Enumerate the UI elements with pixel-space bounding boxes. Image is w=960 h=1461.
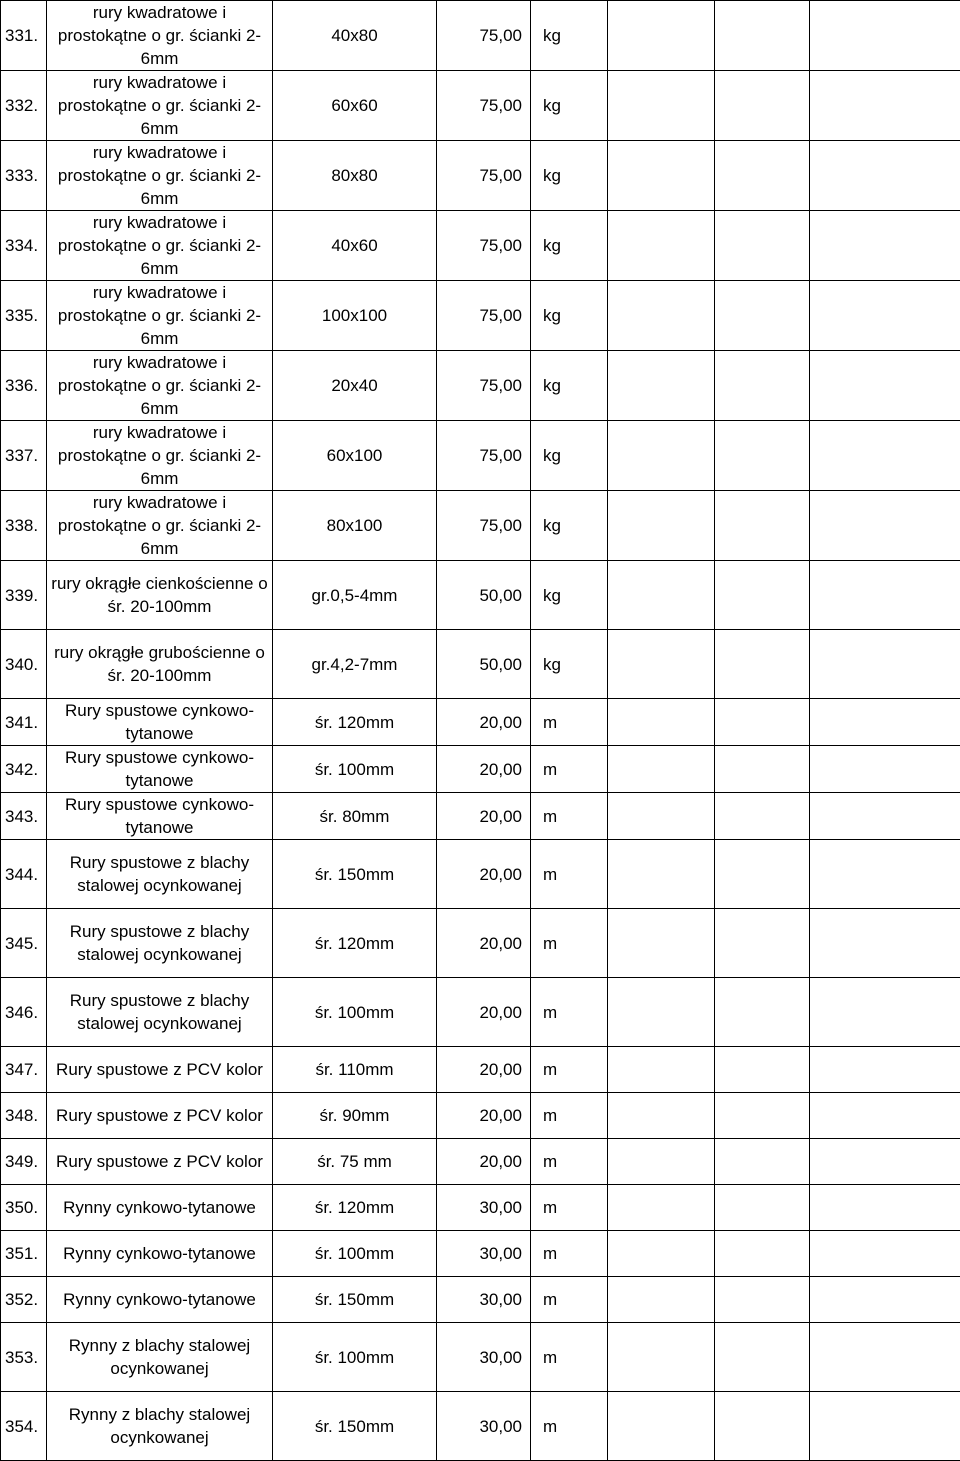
row-number: 345. xyxy=(1,909,47,978)
item-unit: m xyxy=(531,793,608,840)
table-row xyxy=(1,561,960,630)
item-dimension: śr. 150mm xyxy=(273,1392,437,1461)
row-number: 335. xyxy=(1,281,47,351)
item-name: Rury spustowe z PCV kolor xyxy=(47,1093,273,1139)
row-number: 343. xyxy=(1,793,47,840)
empty-cell xyxy=(715,746,810,793)
table-row xyxy=(1,793,960,840)
table-row xyxy=(1,1392,960,1461)
table-row xyxy=(1,1231,960,1277)
empty-cell xyxy=(810,211,960,281)
table-row xyxy=(1,351,960,421)
table-row xyxy=(1,491,960,561)
empty-cell xyxy=(810,1047,960,1093)
empty-cell xyxy=(715,1093,810,1139)
table-row xyxy=(1,840,960,909)
empty-cell xyxy=(715,978,810,1047)
empty-cell xyxy=(715,1185,810,1231)
empty-cell xyxy=(810,421,960,491)
item-dimension: śr. 75 mm xyxy=(273,1139,437,1185)
item-unit: kg xyxy=(531,421,608,491)
empty-cell xyxy=(608,1139,715,1185)
item-name: rury kwadratowe i prostokątne o gr. ścianki 2-6mm xyxy=(47,351,273,421)
row-number: 337. xyxy=(1,421,47,491)
item-unit: kg xyxy=(531,281,608,351)
empty-cell xyxy=(810,561,960,630)
item-unit: m xyxy=(531,699,608,746)
empty-cell xyxy=(608,211,715,281)
item-name: Rury spustowe z blachy stalowej ocynkowanej xyxy=(47,840,273,909)
item-dimension: gr.0,5-4mm xyxy=(273,561,437,630)
empty-cell xyxy=(715,281,810,351)
empty-cell xyxy=(810,1185,960,1231)
empty-cell xyxy=(810,141,960,211)
empty-cell xyxy=(810,1392,960,1461)
item-dimension: 20x40 xyxy=(273,351,437,421)
item-quantity: 75,00 xyxy=(437,351,531,421)
empty-cell xyxy=(810,630,960,699)
table-row xyxy=(1,699,960,746)
empty-cell xyxy=(715,1392,810,1461)
row-number: 349. xyxy=(1,1139,47,1185)
row-number: 333. xyxy=(1,141,47,211)
row-number: 354. xyxy=(1,1392,47,1461)
empty-cell xyxy=(608,746,715,793)
table-row xyxy=(1,421,960,491)
item-unit: kg xyxy=(531,561,608,630)
item-unit: kg xyxy=(531,211,608,281)
item-name: Rynny z blachy stalowej ocynkowanej xyxy=(47,1392,273,1461)
empty-cell xyxy=(810,840,960,909)
item-quantity: 30,00 xyxy=(437,1277,531,1323)
item-quantity: 20,00 xyxy=(437,1093,531,1139)
item-name: Rury spustowe cynkowo-tytanowe xyxy=(47,793,273,840)
item-dimension: śr. 150mm xyxy=(273,1277,437,1323)
empty-cell xyxy=(608,1185,715,1231)
empty-cell xyxy=(810,281,960,351)
row-number: 332. xyxy=(1,71,47,141)
empty-cell xyxy=(715,909,810,978)
item-quantity: 50,00 xyxy=(437,561,531,630)
empty-cell xyxy=(715,793,810,840)
table-row xyxy=(1,909,960,978)
item-unit: m xyxy=(531,1093,608,1139)
empty-cell xyxy=(715,351,810,421)
item-quantity: 20,00 xyxy=(437,909,531,978)
item-dimension: śr. 100mm xyxy=(273,1323,437,1392)
empty-cell xyxy=(715,699,810,746)
row-number: 339. xyxy=(1,561,47,630)
empty-cell xyxy=(715,141,810,211)
item-quantity: 75,00 xyxy=(437,141,531,211)
empty-cell xyxy=(608,1231,715,1277)
item-unit: kg xyxy=(531,1,608,71)
empty-cell xyxy=(810,71,960,141)
table-row xyxy=(1,1047,960,1093)
item-unit: m xyxy=(531,1323,608,1392)
item-quantity: 30,00 xyxy=(437,1231,531,1277)
item-unit: m xyxy=(531,1277,608,1323)
item-unit: m xyxy=(531,1231,608,1277)
empty-cell xyxy=(810,699,960,746)
empty-cell xyxy=(608,1392,715,1461)
table-body xyxy=(1,1,960,1461)
empty-cell xyxy=(715,630,810,699)
empty-cell xyxy=(810,351,960,421)
row-number: 334. xyxy=(1,211,47,281)
empty-cell xyxy=(810,1277,960,1323)
item-name: Rynny cynkowo-tytanowe xyxy=(47,1185,273,1231)
item-name: Rury spustowe cynkowo-tytanowe xyxy=(47,699,273,746)
row-number: 344. xyxy=(1,840,47,909)
item-quantity: 20,00 xyxy=(437,840,531,909)
item-name: rury kwadratowe i prostokątne o gr. ścianki 2-6mm xyxy=(47,141,273,211)
table-row xyxy=(1,1185,960,1231)
empty-cell xyxy=(810,491,960,561)
item-name: Rynny cynkowo-tytanowe xyxy=(47,1277,273,1323)
empty-cell xyxy=(715,71,810,141)
empty-cell xyxy=(608,840,715,909)
empty-cell xyxy=(608,978,715,1047)
row-number: 340. xyxy=(1,630,47,699)
table-row xyxy=(1,630,960,699)
item-dimension: 80x100 xyxy=(273,491,437,561)
row-number: 353. xyxy=(1,1323,47,1392)
table-row xyxy=(1,1139,960,1185)
item-unit: m xyxy=(531,840,608,909)
item-name: rury kwadratowe i prostokątne o gr. ścianki 2-6mm xyxy=(47,421,273,491)
table-row xyxy=(1,71,960,141)
empty-cell xyxy=(608,1323,715,1392)
item-quantity: 20,00 xyxy=(437,1139,531,1185)
empty-cell xyxy=(608,793,715,840)
item-quantity: 20,00 xyxy=(437,746,531,793)
empty-cell xyxy=(608,141,715,211)
empty-cell xyxy=(715,1231,810,1277)
empty-cell xyxy=(715,840,810,909)
item-name: rury kwadratowe i prostokątne o gr. ścianki 2-6mm xyxy=(47,211,273,281)
item-quantity: 75,00 xyxy=(437,211,531,281)
item-quantity: 75,00 xyxy=(437,281,531,351)
item-dimension: śr. 120mm xyxy=(273,909,437,978)
empty-cell xyxy=(608,630,715,699)
empty-cell xyxy=(810,793,960,840)
empty-cell xyxy=(810,909,960,978)
empty-cell xyxy=(608,281,715,351)
row-number: 336. xyxy=(1,351,47,421)
item-name: rury kwadratowe i prostokątne o gr. ścianki 2-6mm xyxy=(47,71,273,141)
item-dimension: 60x60 xyxy=(273,71,437,141)
item-name: Rury spustowe z PCV kolor xyxy=(47,1047,273,1093)
item-dimension: 100x100 xyxy=(273,281,437,351)
row-number: 348. xyxy=(1,1093,47,1139)
item-unit: m xyxy=(531,746,608,793)
table-row xyxy=(1,746,960,793)
empty-cell xyxy=(810,1139,960,1185)
empty-cell xyxy=(715,1277,810,1323)
item-unit: m xyxy=(531,909,608,978)
table-row xyxy=(1,281,960,351)
item-dimension: 80x80 xyxy=(273,141,437,211)
item-quantity: 50,00 xyxy=(437,630,531,699)
empty-cell xyxy=(608,1,715,71)
item-name: rury kwadratowe i prostokątne o gr. ścianki 2-6mm xyxy=(47,491,273,561)
item-quantity: 75,00 xyxy=(437,421,531,491)
empty-cell xyxy=(608,699,715,746)
item-unit: m xyxy=(531,1392,608,1461)
item-name: rury okrągłe grubościenne o śr. 20-100mm xyxy=(47,630,273,699)
empty-cell xyxy=(810,746,960,793)
empty-cell xyxy=(608,351,715,421)
item-dimension: 40x80 xyxy=(273,1,437,71)
empty-cell xyxy=(608,1047,715,1093)
item-unit: kg xyxy=(531,351,608,421)
item-quantity: 75,00 xyxy=(437,491,531,561)
item-dimension: śr. 120mm xyxy=(273,699,437,746)
item-name: rury kwadratowe i prostokątne o gr. ścianki 2-6mm xyxy=(47,281,273,351)
item-dimension: 40x60 xyxy=(273,211,437,281)
item-unit: m xyxy=(531,1185,608,1231)
item-unit: kg xyxy=(531,71,608,141)
empty-cell xyxy=(608,1277,715,1323)
empty-cell xyxy=(715,561,810,630)
empty-cell xyxy=(608,1093,715,1139)
row-number: 350. xyxy=(1,1185,47,1231)
item-dimension: gr.4,2-7mm xyxy=(273,630,437,699)
item-dimension: śr. 100mm xyxy=(273,746,437,793)
row-number: 347. xyxy=(1,1047,47,1093)
item-unit: kg xyxy=(531,491,608,561)
item-name: Rynny cynkowo-tytanowe xyxy=(47,1231,273,1277)
item-name: Rury spustowe z blachy stalowej ocynkowanej xyxy=(47,909,273,978)
empty-cell xyxy=(715,491,810,561)
empty-cell xyxy=(810,1231,960,1277)
table-row xyxy=(1,1277,960,1323)
item-quantity: 75,00 xyxy=(437,71,531,141)
item-dimension: śr. 120mm xyxy=(273,1185,437,1231)
empty-cell xyxy=(810,1093,960,1139)
empty-cell xyxy=(715,421,810,491)
item-name: rury kwadratowe i prostokątne o gr. ścianki 2-6mm xyxy=(47,1,273,71)
row-number: 341. xyxy=(1,699,47,746)
item-dimension: śr. 150mm xyxy=(273,840,437,909)
empty-cell xyxy=(810,1323,960,1392)
item-quantity: 20,00 xyxy=(437,978,531,1047)
item-dimension: śr. 80mm xyxy=(273,793,437,840)
empty-cell xyxy=(608,909,715,978)
empty-cell xyxy=(608,561,715,630)
item-dimension: śr. 100mm xyxy=(273,1231,437,1277)
item-unit: m xyxy=(531,1047,608,1093)
empty-cell xyxy=(715,1047,810,1093)
table-row xyxy=(1,1093,960,1139)
row-number: 352. xyxy=(1,1277,47,1323)
item-unit: kg xyxy=(531,630,608,699)
table-row xyxy=(1,1,960,71)
table-row xyxy=(1,978,960,1047)
empty-cell xyxy=(715,1,810,71)
item-quantity: 75,00 xyxy=(437,1,531,71)
item-name: rury okrągłe cienkościenne o śr. 20-100mm xyxy=(47,561,273,630)
item-name: Rynny z blachy stalowej ocynkowanej xyxy=(47,1323,273,1392)
item-dimension: 60x100 xyxy=(273,421,437,491)
item-name: Rury spustowe cynkowo-tytanowe xyxy=(47,746,273,793)
table-row xyxy=(1,141,960,211)
item-dimension: śr. 100mm xyxy=(273,978,437,1047)
row-number: 346. xyxy=(1,978,47,1047)
empty-cell xyxy=(608,71,715,141)
item-unit: kg xyxy=(531,141,608,211)
item-quantity: 30,00 xyxy=(437,1185,531,1231)
empty-cell xyxy=(608,421,715,491)
item-name: Rury spustowe z blachy stalowej ocynkowanej xyxy=(47,978,273,1047)
item-unit: m xyxy=(531,978,608,1047)
row-number: 351. xyxy=(1,1231,47,1277)
item-name: Rury spustowe z PCV kolor xyxy=(47,1139,273,1185)
row-number: 338. xyxy=(1,491,47,561)
table-row xyxy=(1,1323,960,1392)
item-quantity: 30,00 xyxy=(437,1323,531,1392)
item-quantity: 20,00 xyxy=(437,1047,531,1093)
empty-cell xyxy=(810,978,960,1047)
item-quantity: 20,00 xyxy=(437,793,531,840)
item-quantity: 30,00 xyxy=(437,1392,531,1461)
item-quantity: 20,00 xyxy=(437,699,531,746)
item-unit: m xyxy=(531,1139,608,1185)
empty-cell xyxy=(715,1139,810,1185)
empty-cell xyxy=(608,491,715,561)
empty-cell xyxy=(715,211,810,281)
empty-cell xyxy=(810,1,960,71)
row-number: 331. xyxy=(1,1,47,71)
table-row xyxy=(1,211,960,281)
item-dimension: śr. 90mm xyxy=(273,1093,437,1139)
item-dimension: śr. 110mm xyxy=(273,1047,437,1093)
empty-cell xyxy=(715,1323,810,1392)
row-number: 342. xyxy=(1,746,47,793)
